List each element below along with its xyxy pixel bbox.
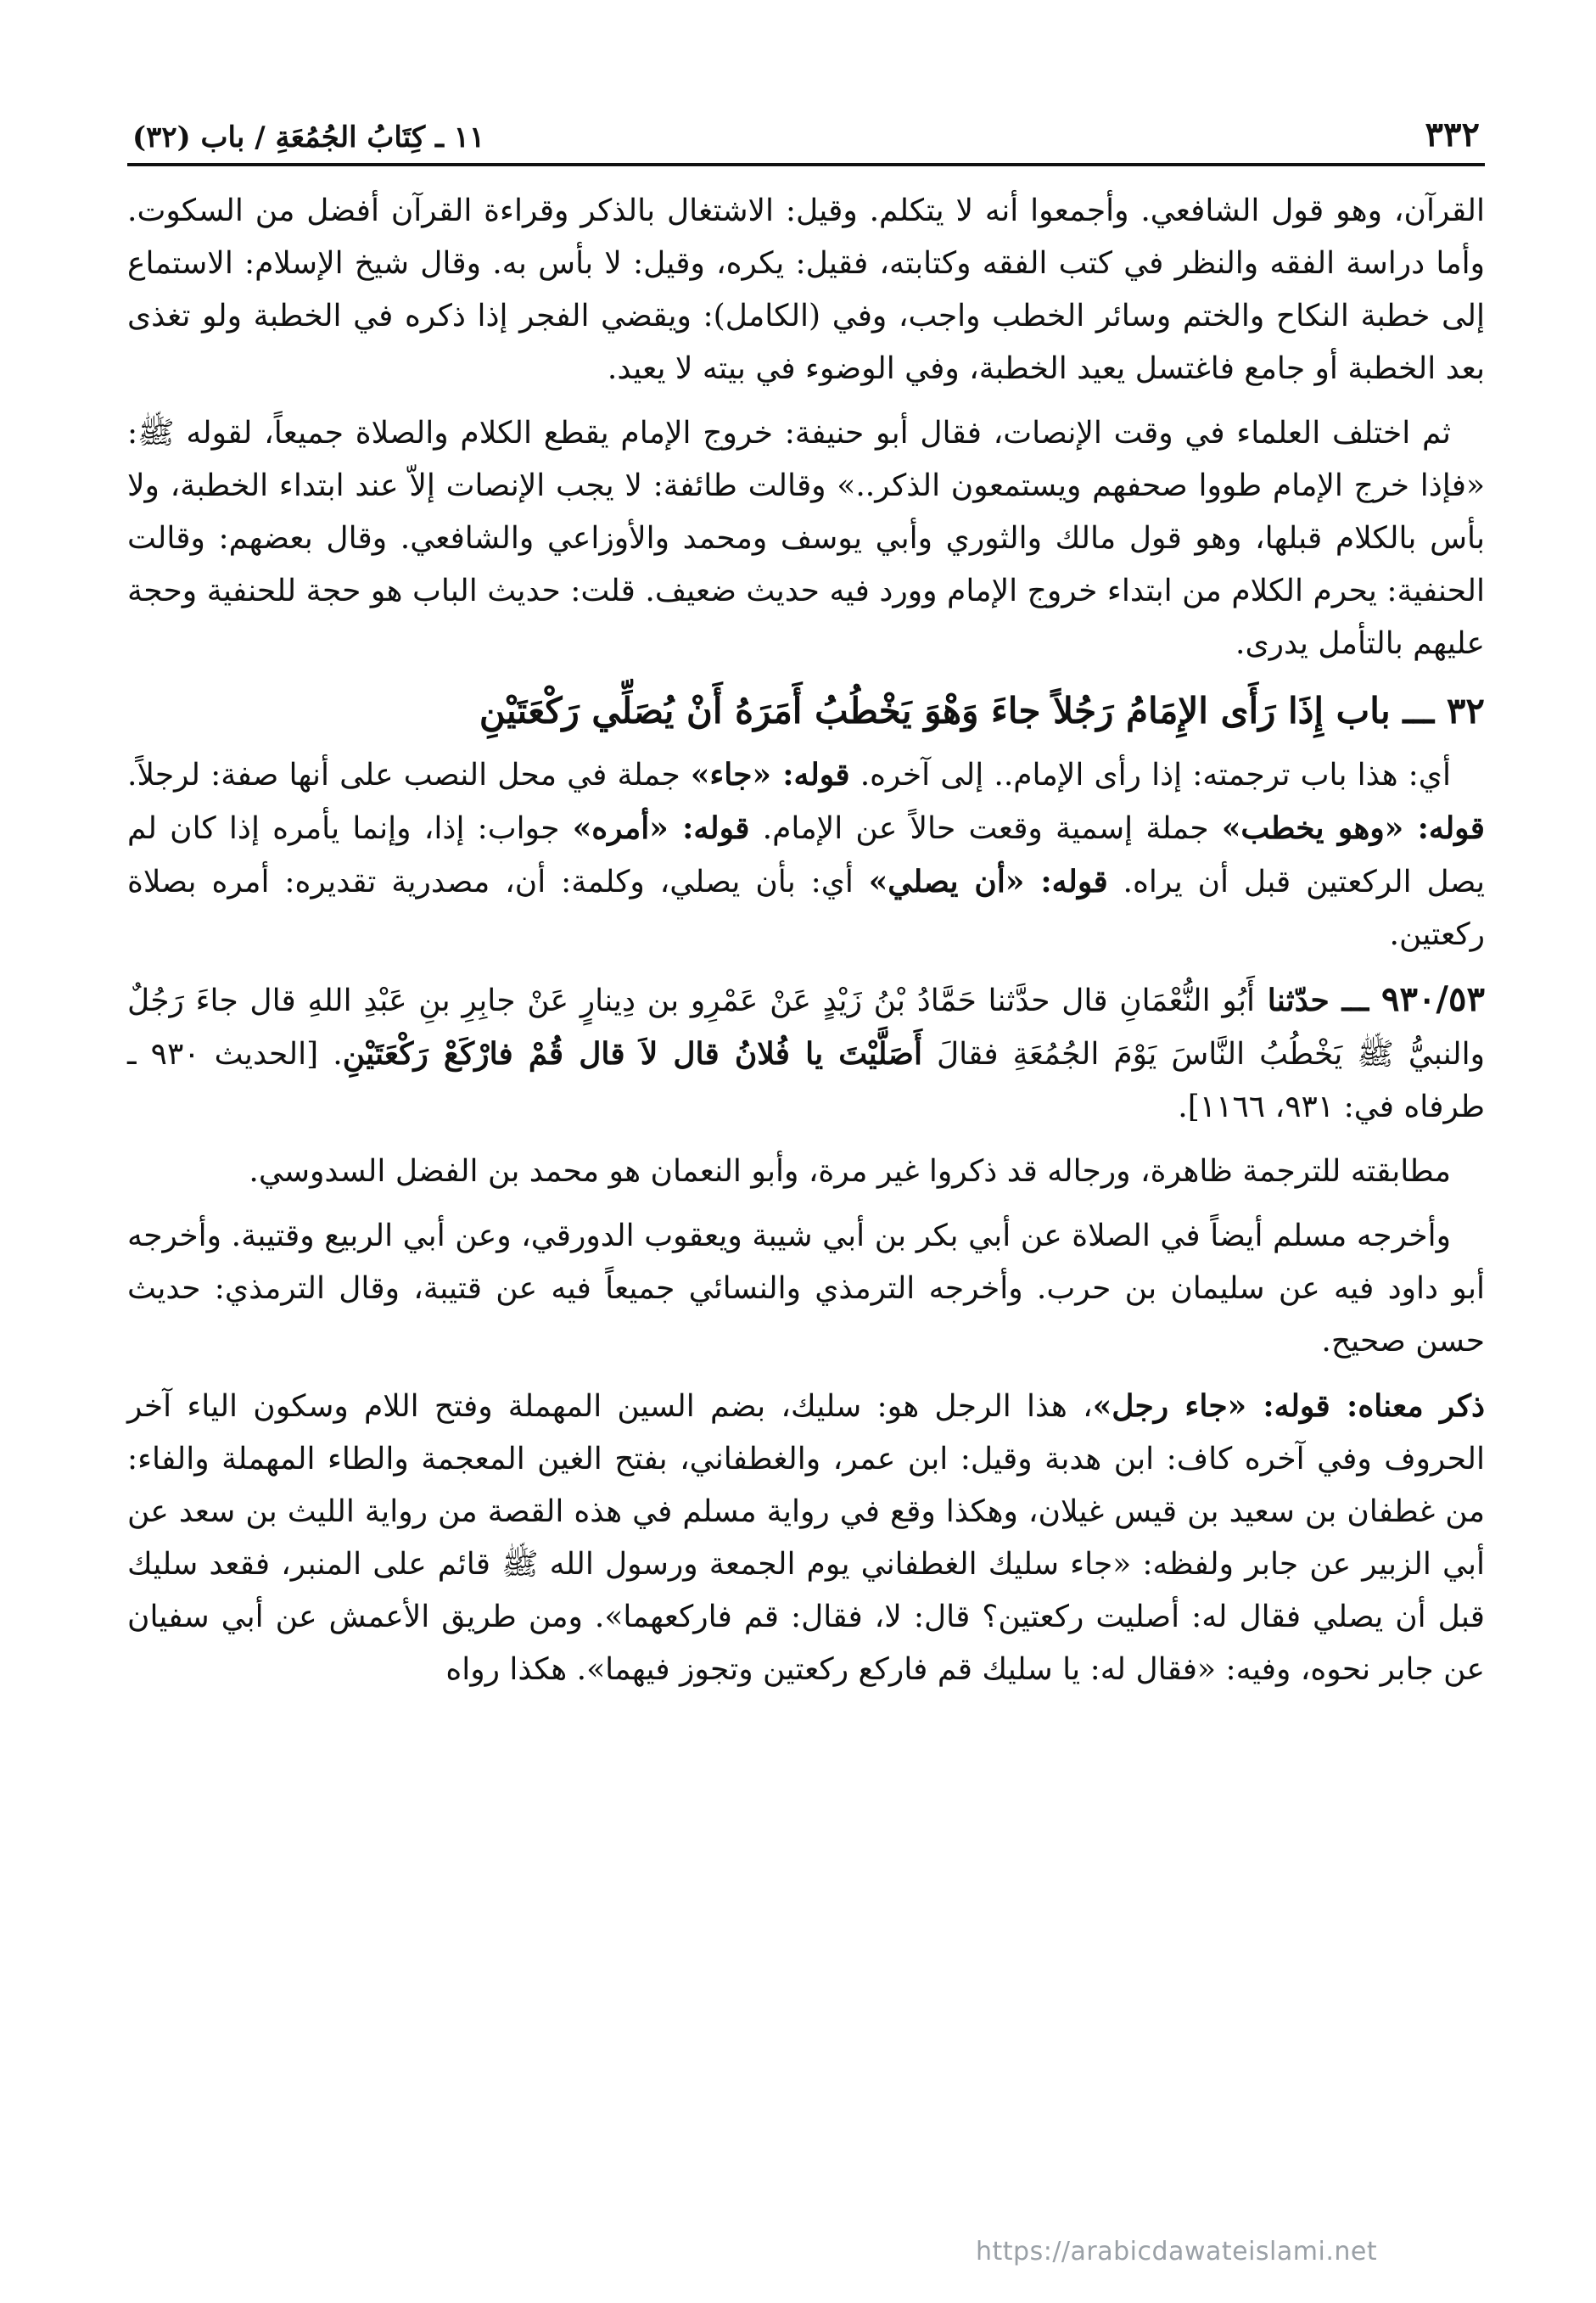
page-number: ٣٣٢ [1425,115,1480,154]
bold-segment: قوله: «أن يصلي» [868,864,1108,899]
hadith-intro: ـــ حدّثنا [1254,983,1381,1018]
watermark-url: https://arabicdawateislami.net [976,2237,1378,2267]
hadith-bold-text: أَصَلَّيْتَ يا فُلانُ قال لاَ قال قُمْ فارْكَعْ رَكْعَتَيْنِ [342,1036,922,1072]
paragraph-2: ثم اختلف العلماء في وقت الإنصات، فقال أبو حنيفة: خروج الإمام يقطع الكلام والصلاة جميعاً، لقوله ﷺ: «فإذا خرج الإمام طووا صحفهم ويستمعون الذكر..» وقالت طائفة: لا يجب الإنصات إلاّ عند ابتداء الخطبة، ولا بأس بالكلام قبلها، وهو قول مالك والثوري وأبي يوسف ومحمد والأوزاعي والشافعي. وقال بعضهم: وقالت الحنفية: يحرم الكلام من ابتداء خروج الإمام وورد فيه حديث ضعيف. قلت: حديث الباب هو حجة للحنفية وحجة عليهم بالتأمل يدرى. [127,416,1486,661]
hadith-block [127,973,1485,1134]
page-body [127,166,1485,1696]
paragraph-6 [127,1380,1485,1696]
page-header [127,93,1485,166]
bold-segment: قوله: «أمره» [572,810,750,846]
paragraph-1: القرآن، وهو قول الشافعي. وأجمعوا أنه لا يتكلم. وقيل: الاشتغال بالذكر وقراءة القرآن أفضل من السكوت. وأما دراسة الفقه والنظر في كتب الفقه وكتابته، فقيل: يكره، وقيل: لا بأس به. وقال شيخ الإسلام: الاستماع إلى خطبة النكاح والختم وسائر الخطب واجب، وفي (الكامل): ويقضي الفجر إذا ذكره في الخطبة ولو تغذى بعد الخطبة أو جامع فاغتسل يعيد الخطبة، وفي الوضوء في بيته لا يعيد. [127,193,1485,386]
chapter-heading: ٣٢ ـــ باب إِذَا رَأَى الإِمَامُ رَجُلاً جاءَ وَهْوَ يَخْطُبُ أَمَرَهُ أَنْ يُصَلِّي رَكْعَتَيْنِ [479,690,1485,731]
paragraph-3 [127,748,1485,961]
bold-segment: ذكر معناه: قوله: «جاء رجل» [1092,1388,1486,1424]
text-segment: أي: بأن يصلي، وكلمة: أن، مصدرية تقديره: أمره بصلاة ركعتين. [127,865,1485,952]
hadith-chain: أَبُو النُّعْمَانِ قال حدَّثنا حَمَّادُ بْنُ زَيْدٍ عَنْ عَمْرِو بن دِينارٍ عَنْ جابِرِ بنِ عَبْدِ اللهِ قال جاءَ رَجُلٌ والنبيُّ ﷺ يَخْطُبُ النَّاسَ يَوْمَ الجُمُعَةِ فقالَ [127,983,1485,1072]
bold-segment: قوله: «وهو يخطب» [1221,810,1485,846]
running-title: ١١ ـ كِتَابُ الجُمُعَةِ / باب (٣٢) [132,120,485,154]
hadith-reference: . [الحديث ٩٣٠ ـ طرفاه في: ٩٣١، ١١٦٦]. [127,1037,1485,1124]
text-segment: جملة في محل النصب على أنها صفة: لرجلاً. [127,758,691,793]
text-segment: جواب: إذا، وإنما يأمره إذا كان لم يصل الركعتين قبل أن يراه. [127,811,1485,899]
hadith-number: ٩٣٠/٥٣ [1380,979,1485,1019]
bold-segment: قوله: «جاء» [690,757,850,793]
book-page [127,93,1485,2266]
paragraph-5: وأخرجه مسلم أيضاً في الصلاة عن أبي بكر بن أبي شيبة ويعقوب الدورقي، وعن أبي الربيع وقتيبة. وأخرجه أبو داود فيه عن سليمان بن حرب. وأخرجه الترمذي والنسائي جميعاً فيه عن قتيبة، وقال الترمذي: حديث حسن صحيح. [127,1219,1485,1359]
text-segment: أي: هذا باب ترجمته: إذا رأى الإمام.. إلى آخره. [849,758,1451,793]
text-segment: جملة إسمية وقعت حالاً عن الإمام. [749,811,1222,846]
text-segment: ، هذا الرجل هو: سليك، بضم السين المهملة وفتح اللام وسكون الياء آخر الحروف وفي آخره كاف: ابن هدبة وقيل: ابن عمر، والغطفاني، بفتح الغين المعجمة والطاء المهملة والفاء: من غطفان بن سعيد بن قيس غيلان، وهكذا وقع في رواية مسلم في هذه القصة من رواية الليث بن سعد عن أبي الزبير عن جابر ولفظه: «جاء سليك الغطفاني يوم الجمعة ورسول الله ﷺ قائم على المنبر، فقعد سليك قبل أن يصلي فقال له: أصليت ركعتين؟ قال: لا، فقال: قم فاركعهما». ومن طريق الأعمش عن أبي سفيان عن جابر نحوه، وفيه: «فقال له: يا سليك قم فاركع ركعتين وتجوز فيهما». هكذا رواه [127,1389,1485,1687]
paragraph-4: مطابقته للترجمة ظاهرة، ورجاله قد ذكروا غير مرة، وأبو النعمان هو محمد بن الفضل السدوسي. [249,1154,1451,1189]
